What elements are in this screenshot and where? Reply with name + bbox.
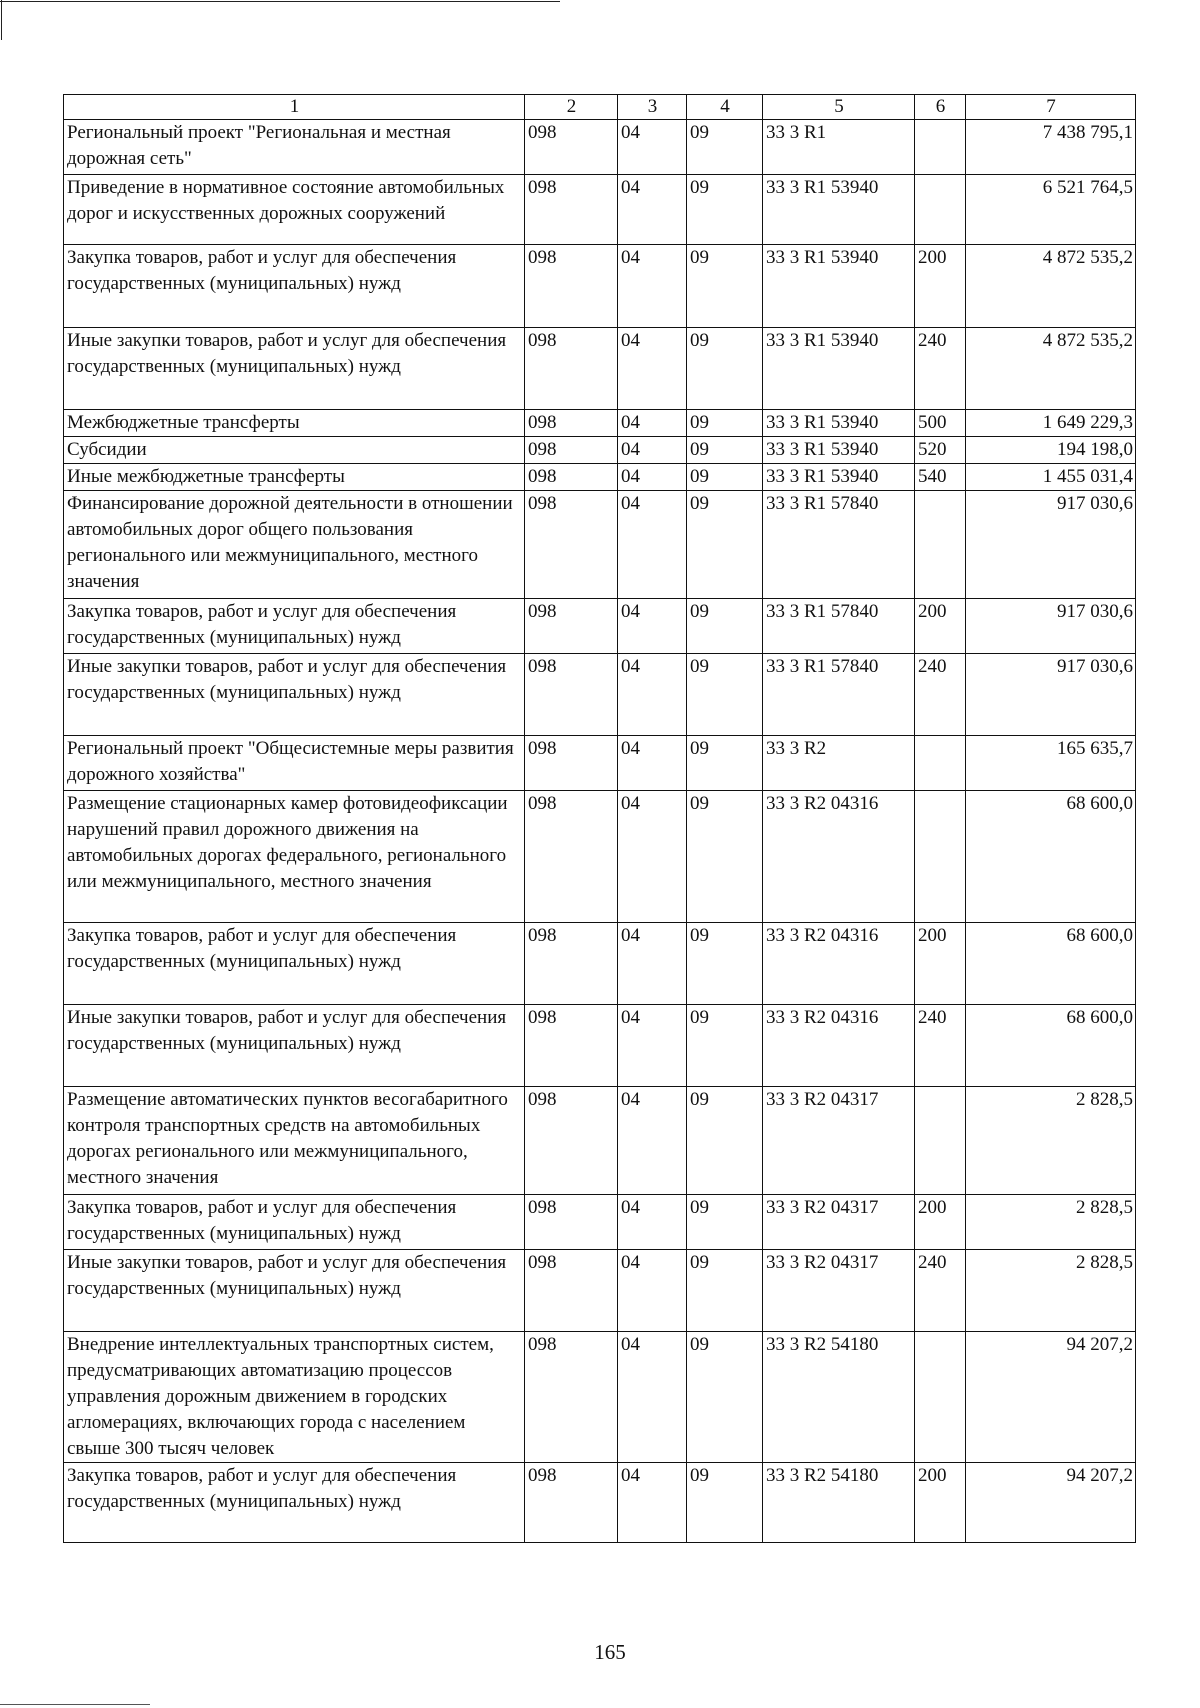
- cell-subsection: 09: [687, 791, 763, 923]
- cell-chapter: 098: [525, 654, 618, 736]
- row-name: Внедрение интеллектуальных транспортных систем, предусматривающих автоматизацию процессов управления дорожным движением в городских агломерациях, включающих города с населением свыше 300 тысяч человек: [64, 1332, 525, 1463]
- cell-chapter: 098: [525, 464, 618, 491]
- cell-expense-type: 240: [915, 1250, 966, 1332]
- cell-subsection: 09: [687, 1463, 763, 1543]
- cell-target-article: 33 3 R1 57840: [763, 491, 915, 599]
- cell-section: 04: [618, 410, 687, 437]
- table-row: [64, 437, 1136, 464]
- table-row: [64, 328, 1136, 410]
- row-name: Региональный проект "Общесистемные меры развития дорожного хозяйства": [64, 736, 525, 791]
- cell-target-article: 33 3 R2 04316: [763, 791, 915, 923]
- cell-expense-type: 200: [915, 599, 966, 654]
- cell-section: 04: [618, 328, 687, 410]
- cell-chapter: 098: [525, 791, 618, 923]
- cell-chapter: 098: [525, 410, 618, 437]
- row-name: Закупка товаров, работ и услуг для обеспечения государственных (муниципальных) нужд: [64, 1463, 525, 1543]
- cell-section: 04: [618, 1250, 687, 1332]
- cell-subsection: 09: [687, 1195, 763, 1250]
- budget-table: [63, 94, 1136, 1543]
- row-name: Региональный проект "Региональная и местная дорожная сеть": [64, 120, 525, 175]
- cell-target-article: 33 3 R2 04317: [763, 1087, 915, 1195]
- cell-amount: 68 600,0: [966, 923, 1136, 1005]
- cell-subsection: 09: [687, 437, 763, 464]
- cell-amount: 917 030,6: [966, 654, 1136, 736]
- cell-target-article: 33 3 R1 53940: [763, 175, 915, 245]
- cell-expense-type: 240: [915, 654, 966, 736]
- table-row: [64, 120, 1136, 175]
- cell-chapter: 098: [525, 1005, 618, 1087]
- cell-amount: 165 635,7: [966, 736, 1136, 791]
- cell-target-article: 33 3 R2: [763, 736, 915, 791]
- cell-section: 04: [618, 791, 687, 923]
- cell-chapter: 098: [525, 599, 618, 654]
- cell-target-article: 33 3 R1 53940: [763, 245, 915, 328]
- row-name: Межбюджетные трансферты: [64, 410, 525, 437]
- cell-expense-type: 200: [915, 245, 966, 328]
- cell-expense-type: [915, 1332, 966, 1463]
- row-name: Закупка товаров, работ и услуг для обеспечения государственных (муниципальных) нужд: [64, 1195, 525, 1250]
- cell-amount: 68 600,0: [966, 1005, 1136, 1087]
- cell-target-article: 33 3 R2 04316: [763, 923, 915, 1005]
- cell-target-article: 33 3 R1 53940: [763, 437, 915, 464]
- cell-chapter: 098: [525, 736, 618, 791]
- row-name: Закупка товаров, работ и услуг для обеспечения государственных (муниципальных) нужд: [64, 923, 525, 1005]
- cell-subsection: 09: [687, 491, 763, 599]
- table-row: [64, 1463, 1136, 1543]
- cell-target-article: 33 3 R2 04317: [763, 1195, 915, 1250]
- cell-chapter: 098: [525, 1195, 618, 1250]
- table-row: [64, 736, 1136, 791]
- cell-section: 04: [618, 923, 687, 1005]
- row-name: Иные межбюджетные трансферты: [64, 464, 525, 491]
- cell-amount: 2 828,5: [966, 1250, 1136, 1332]
- cell-amount: 68 600,0: [966, 791, 1136, 923]
- cell-chapter: 098: [525, 491, 618, 599]
- row-name: Иные закупки товаров, работ и услуг для обеспечения государственных (муниципальных) нужд: [64, 1250, 525, 1332]
- cell-amount: 1 455 031,4: [966, 464, 1136, 491]
- cell-section: 04: [618, 1087, 687, 1195]
- cell-expense-type: 200: [915, 923, 966, 1005]
- cell-section: 04: [618, 599, 687, 654]
- cell-section: 04: [618, 245, 687, 328]
- cell-chapter: 098: [525, 437, 618, 464]
- page-number: 165: [594, 1640, 626, 1664]
- cell-amount: 4 872 535,2: [966, 245, 1136, 328]
- cell-target-article: 33 3 R2 04317: [763, 1250, 915, 1332]
- cell-expense-type: 200: [915, 1195, 966, 1250]
- cell-chapter: 098: [525, 1463, 618, 1543]
- table-row: [64, 1087, 1136, 1195]
- cell-chapter: 098: [525, 245, 618, 328]
- cell-amount: 6 521 764,5: [966, 175, 1136, 245]
- cell-expense-type: [915, 736, 966, 791]
- row-name: Закупка товаров, работ и услуг для обеспечения государственных (муниципальных) нужд: [64, 245, 525, 328]
- cell-target-article: 33 3 R2 54180: [763, 1463, 915, 1543]
- row-name: Иные закупки товаров, работ и услуг для обеспечения государственных (муниципальных) нужд: [64, 654, 525, 736]
- cell-target-article: 33 3 R2 04316: [763, 1005, 915, 1087]
- cell-subsection: 09: [687, 1332, 763, 1463]
- table-row: [64, 654, 1136, 736]
- column-header: 6: [915, 95, 966, 120]
- scan-edge-left: [1, 0, 2, 40]
- cell-section: 04: [618, 464, 687, 491]
- cell-amount: 2 828,5: [966, 1087, 1136, 1195]
- row-name: Финансирование дорожной деятельности в отношении автомобильных дорог общего пользования регионального или межмуниципального, местного значения: [64, 491, 525, 599]
- cell-amount: 2 828,5: [966, 1195, 1136, 1250]
- column-header: 2: [525, 95, 618, 120]
- cell-chapter: 098: [525, 328, 618, 410]
- row-name: Размещение автоматических пунктов весогабаритного контроля транспортных средств на автомобильных дорогах регионального или межмуниципального, местного значения: [64, 1087, 525, 1195]
- cell-expense-type: [915, 791, 966, 923]
- cell-expense-type: 200: [915, 1463, 966, 1543]
- cell-subsection: 09: [687, 464, 763, 491]
- cell-subsection: 09: [687, 410, 763, 437]
- cell-section: 04: [618, 1005, 687, 1087]
- cell-chapter: 098: [525, 120, 618, 175]
- cell-amount: 7 438 795,1: [966, 120, 1136, 175]
- cell-section: 04: [618, 175, 687, 245]
- cell-target-article: 33 3 R1 53940: [763, 464, 915, 491]
- table-row: [64, 245, 1136, 328]
- cell-amount: 94 207,2: [966, 1332, 1136, 1463]
- cell-amount: 917 030,6: [966, 599, 1136, 654]
- row-name: Приведение в нормативное состояние автомобильных дорог и искусственных дорожных сооружений: [64, 175, 525, 245]
- cell-section: 04: [618, 120, 687, 175]
- scan-edge-top: [0, 1, 560, 2]
- cell-section: 04: [618, 491, 687, 599]
- column-header: 4: [687, 95, 763, 120]
- cell-amount: 917 030,6: [966, 491, 1136, 599]
- cell-amount: 4 872 535,2: [966, 328, 1136, 410]
- cell-expense-type: 240: [915, 1005, 966, 1087]
- cell-expense-type: [915, 120, 966, 175]
- cell-subsection: 09: [687, 654, 763, 736]
- cell-target-article: 33 3 R1 57840: [763, 599, 915, 654]
- cell-section: 04: [618, 654, 687, 736]
- cell-subsection: 09: [687, 736, 763, 791]
- table-row: [64, 791, 1136, 923]
- cell-subsection: 09: [687, 245, 763, 328]
- cell-subsection: 09: [687, 923, 763, 1005]
- cell-subsection: 09: [687, 175, 763, 245]
- cell-section: 04: [618, 736, 687, 791]
- row-name: Размещение стационарных камер фотовидеофиксации нарушений правил дорожного движения на автомобильных дорогах федерального, регионального или межмуниципального, местного значения: [64, 791, 525, 923]
- cell-section: 04: [618, 1463, 687, 1543]
- cell-expense-type: 240: [915, 328, 966, 410]
- cell-section: 04: [618, 1195, 687, 1250]
- cell-chapter: 098: [525, 1332, 618, 1463]
- table-row: [64, 1250, 1136, 1332]
- row-name: Иные закупки товаров, работ и услуг для обеспечения государственных (муниципальных) нужд: [64, 328, 525, 410]
- cell-amount: 194 198,0: [966, 437, 1136, 464]
- table-row: [64, 175, 1136, 245]
- cell-target-article: 33 3 R2 54180: [763, 1332, 915, 1463]
- scan-edge-bottom: [0, 1704, 150, 1705]
- table-row: [64, 1005, 1136, 1087]
- cell-target-article: 33 3 R1 53940: [763, 410, 915, 437]
- table-row: [64, 464, 1136, 491]
- header-row: [64, 95, 1136, 120]
- cell-target-article: 33 3 R1 53940: [763, 328, 915, 410]
- table-row: [64, 923, 1136, 1005]
- column-header: 7: [966, 95, 1136, 120]
- cell-chapter: 098: [525, 1087, 618, 1195]
- table-row: [64, 599, 1136, 654]
- cell-chapter: 098: [525, 923, 618, 1005]
- cell-expense-type: 500: [915, 410, 966, 437]
- cell-amount: 94 207,2: [966, 1463, 1136, 1543]
- cell-subsection: 09: [687, 599, 763, 654]
- table-row: [64, 410, 1136, 437]
- row-name: Субсидии: [64, 437, 525, 464]
- row-name: Закупка товаров, работ и услуг для обеспечения государственных (муниципальных) нужд: [64, 599, 525, 654]
- table-row: [64, 1332, 1136, 1463]
- cell-subsection: 09: [687, 1005, 763, 1087]
- cell-chapter: 098: [525, 175, 618, 245]
- table-row: [64, 491, 1136, 599]
- cell-expense-type: [915, 491, 966, 599]
- cell-target-article: 33 3 R1 57840: [763, 654, 915, 736]
- cell-amount: 1 649 229,3: [966, 410, 1136, 437]
- cell-subsection: 09: [687, 1250, 763, 1332]
- column-header: 3: [618, 95, 687, 120]
- cell-target-article: 33 3 R1: [763, 120, 915, 175]
- table-row: [64, 1195, 1136, 1250]
- cell-section: 04: [618, 437, 687, 464]
- cell-subsection: 09: [687, 328, 763, 410]
- cell-subsection: 09: [687, 1087, 763, 1195]
- cell-expense-type: 540: [915, 464, 966, 491]
- column-header: 1: [64, 95, 525, 120]
- cell-expense-type: 520: [915, 437, 966, 464]
- cell-expense-type: [915, 175, 966, 245]
- row-name: Иные закупки товаров, работ и услуг для обеспечения государственных (муниципальных) нужд: [64, 1005, 525, 1087]
- cell-section: 04: [618, 1332, 687, 1463]
- cell-subsection: 09: [687, 120, 763, 175]
- cell-expense-type: [915, 1087, 966, 1195]
- column-header: 5: [763, 95, 915, 120]
- cell-chapter: 098: [525, 1250, 618, 1332]
